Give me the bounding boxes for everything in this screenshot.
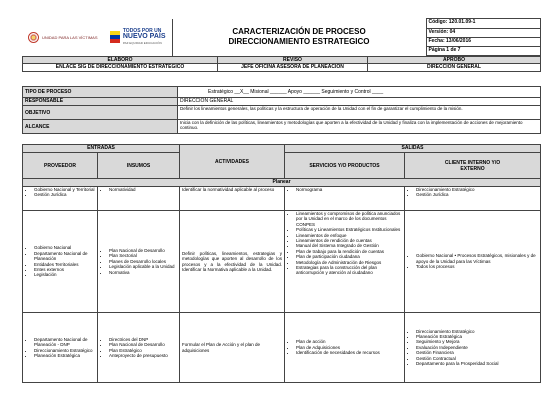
version: Versión: 04 [426,29,540,38]
list-item: • Gestión Financiera [416,350,538,355]
list-item: • Direccionamiento Estratégico [34,348,95,353]
logos-cell [22,19,172,56]
alcance-value: Inicia con la definición de las políticas, lineamientos y metodologías que aporten a la efectividad de la Unidad y finaliza con la implementación de acciones de mejoramiento continuo. [178,120,541,134]
list-item: • Gestión Contractual [416,356,538,361]
list-item: • Direccionamiento Estratégico [416,187,538,192]
bullet-list [100,187,177,192]
list-item: • Planes de Desarrollo locales [109,259,177,264]
list-item: • Metodología de Administración de Riesgos [296,260,402,265]
list-item: • Normograma [296,187,402,192]
page-title: CARACTERIZACIÓN DE PROCESO DIRECCIONAMIENTO ESTRATEGICO [172,19,426,56]
phase-row: Planear [23,179,541,187]
list-item: • Plan Nacional de Desarrollo [109,248,177,253]
list-item: • Manual del Sistema Integrado de Gestión [296,243,402,248]
list-item: • Seguimiento y Mejora [416,339,538,344]
bullet-list [100,337,177,359]
bullet-list [25,337,95,359]
bullet-list [100,248,177,275]
list-item: • Plan de acción [296,339,402,344]
fecha: Fecha: 13/06/2016 [426,38,540,47]
bullet-list [25,245,95,277]
list-item: • Gestión Jurídica [416,192,538,197]
codigo: Código: 120.01.09-1 [426,19,540,29]
pagina: Página 1 de 7 [426,47,540,56]
list-item: • Plan Estratégico [109,348,177,353]
responsable-value: DIRECCION GENERAL [178,98,541,106]
list-item: • Identificación de necesidades de recursos [296,350,402,355]
list-item: • Plan de participación ciudadana [296,254,402,259]
tipo-value: Estratégico __X__ Misional ______ Apoyo ______ Seguimiento y Control ____ [178,87,541,98]
reviso-value: JEFE OFICINA ASESORA DE PLANEACIÓN [218,64,368,72]
list-item: • Direccionamiento Estratégico [416,329,538,334]
objetivo-value: Definir los lineamientos generales, las políticas y la estructura de operación de la Unidad con el fin de garantizar el cumplimiento de la misión. [178,106,541,120]
list-item: • Plan Nacional de Desarrollo [109,342,177,347]
list-item: • Directrices del DNP [109,337,177,342]
bullet-list [407,329,538,367]
list-item: • Planeación Estratégica [416,334,538,339]
colombia-seal-icon [28,32,39,43]
bullet-list [25,187,95,198]
victimas-logo: UNIDAD PARA LAS VÍCTIMAS [28,32,98,43]
list-item: • Gobierno Nacional y Territorial [34,187,95,192]
list-item: • Departamento Nacional de Planeación [34,251,95,262]
list-item: • Legislación [34,272,95,277]
list-item: • Lineamientos de enfoque [296,233,402,238]
bullet-list [407,253,538,269]
list-item: • Plan Sectorial [109,253,177,258]
list-item: • Normatividad [109,187,177,192]
list-item: • Gestión Jurídica [34,192,95,197]
bullet-list [287,211,402,276]
bullet-list [287,187,402,192]
list-item: • Gobierno Nacional [34,245,95,250]
salidas-header: SALIDAS [285,145,541,153]
table-row: • Gobierno Nacional y Territorial • Gestión Jurídica • Normatividad Identificar la normatividad aplicable al proceso • Normograma • Direccionamiento Estratégico • Gestión Jurídica [23,187,541,211]
list-item: • Evaluación Independiente [416,345,538,350]
elaboro-value: ENLACE SIG DE DIRECCIONAMIENTO ESTRATÉGICO [23,64,218,72]
list-item: • Legislación aplicable a la Unidad [109,264,177,269]
main-table: ENTRADAS ACTIVIDADES SALIDAS PROVEEDOR INSUMOS SERVICIOS Y/O PRODUCTOS CLIENTE INTERNO Y/O EXTERNO Planear • Gobierno Nacional y Territorial • Gestión Jurídica • Normatividad Identificar la normatividad aplicable al proceso • Normograma • Direccionamiento Estratégico • Gestión Jurídica • Gobierno Nacional • Departamento Nacional de Planeación • Entidades Territoriales • Entes externos • Legislación • Plan Nacional de Desarrollo • Plan Sectorial • Planes de Desarrollo locales • Legislación aplicable a la Unidad • Normativa Definir políticas, lineamientos, estrategias y metodologías que aporten al desarrollo de los procesos y a la efectividad de la Unidad. Identificar la Normativa aplicable a la Unidad. • Lineamientos y compromisos de política anunciados por la Unidad en el marco de los documentos CONPES • Políticas y Lineamientos Estratégicos Institucionales • Lineamientos de enfoque • Lineamientos de rendición de cuentas • Manual del Sistema Integrado de Gestión • Plan de trabajo para la rendición de cuentas • Plan de participación ciudadana • Metodología de Administración de Riesgos • Estrategias para la construcción del plan anticorrupción y atención al ciudadano • Gobierno Nacional • Procesos Estratégicos, misionales y de apoyo de la Unidad para las Víctimas • Todos los procesos • Departamento Nacional de Planeación - DNP • Direccionamiento Estratégico • Planeación Estratégica • Directrices del DNP • Plan Nacional de Desarrollo • Plan Estratégico • Anteproyecto de presupuesto Formular el Plan de Acción y el plan de adquisiciones • Plan de acción • Plan de Adquisiciones • Identificación de necesidades de recursos • Direccionamiento Estratégico • Planeación Estratégica • Seguimiento y Mejora • Evaluación Independiente • Gestión Financiera • Gestión Contractual • Departamento para la Prosperidad Social [22,144,541,383]
list-item: • Normativa [109,270,177,275]
list-item: • Políticas y Lineamientos Estratégicos Institucionales [296,227,402,232]
list-item: • Planeación Estratégica [34,353,95,358]
bullet-list [407,187,538,198]
table-row: • Gobierno Nacional • Departamento Nacional de Planeación • Entidades Territoriales • Entes externos • Legislación • Plan Nacional de Desarrollo • Plan Sectorial • Planes de Desarrollo locales • Legislación aplicable a la Unidad • Normativa Definir políticas, lineamientos, estrategias y metodologías que aporten al desarrollo de los procesos y a la efectividad de la Unidad. Identificar la Normativa aplicable a la Unidad. • Lineamientos y compromisos de política anunciados por la Unidad en el marco de los documentos CONPES • Políticas y Lineamientos Estratégicos Institucionales • Lineamientos de enfoque • Lineamientos de rendición de cuentas • Manual del Sistema Integrado de Gestión • Plan de trabajo para la rendición de cuentas • Plan de participación ciudadana • Metodología de Administración de Riesgos • Estrategias para la construcción del plan anticorrupción y atención al ciudadano • Gobierno Nacional • Procesos Estratégicos, misionales y de apoyo de la Unidad para las Víctimas • Todos los procesos [23,211,541,313]
entradas-header: ENTRADAS [23,145,180,153]
header-table [22,18,541,56]
list-item: • Todos los procesos [416,264,538,269]
list-item: • Gobierno Nacional • Procesos Estratégicos, misionales y de apoyo de la Unidad para las Víctimas [416,253,538,264]
table-row: • Departamento Nacional de Planeación - DNP • Direccionamiento Estratégico • Planeación Estratégica • Directrices del DNP • Plan Nacional de Desarrollo • Plan Estratégico • Anteproyecto de presupuesto Formular el Plan de Acción y el plan de adquisiciones • Plan de acción • Plan de Adquisiciones • Identificación de necesidades de recursos • Direccionamiento Estratégico • Planeación Estratégica • Seguimiento y Mejora • Evaluación Independiente • Gestión Financiera • Gestión Contractual • Departamento para la Prosperidad Social [23,313,541,383]
bullet-list [287,339,402,355]
flag-icon [110,31,120,44]
info-table: TIPO DE PROCESO Estratégico __X__ Misional ______ Apoyo ______ Seguimiento y Control ____ RESPONSABLE DIRECCION GENERAL OBJETIVO Definir los lineamientos generales, las políticas y la estructura de operación de la Unidad con el fin de garantizar el cumplimiento de la misión. ALCANCE Inicia con la definición de las políticas, lineamientos y metodologías que aporten a la efectividad de la Unidad y finaliza con la implementación de acciones de mejoramiento continuo. [22,86,541,134]
cliente-header: CLIENTE INTERNO Y/O EXTERNO [405,153,541,179]
list-item: • Departamento para la Prosperidad Social [416,361,538,366]
list-item: • Estrategias para la construcción del plan anticorrupción y atención al ciudadano [296,265,402,276]
actividades-header: ACTIVIDADES [180,145,285,179]
list-item: • Entes externos [34,267,95,272]
list-item: • Anteproyecto de presupuesto [109,353,177,358]
list-item: • Entidades Territoriales [34,262,95,267]
aprobo-value: DIRECCIÓN GENERAL [368,64,541,72]
list-item: • Departamento Nacional de Planeación - DNP [34,337,95,348]
list-item: • Plan de Adquisiciones [296,345,402,350]
approval-table: ELABORÓ REVISÓ APROBÓ ENLACE SIG DE DIRECCIONAMIENTO ESTRATÉGICO JEFE OFICINA ASESORA DE PLANEACIÓN DIRECCIÓN GENERAL [22,56,541,72]
list-item: • Lineamientos y compromisos de política anunciados por la Unidad en el marco de los documentos CONPES [296,211,402,227]
list-item: • Lineamientos de rendición de cuentas [296,238,402,243]
nuevo-pais-logo: TODOS POR UN NUEVO PAÍS PAZ EQUIDAD EDUCACIÓN [110,28,166,46]
list-item: • Plan de trabajo para la rendición de cuentas [296,249,402,254]
